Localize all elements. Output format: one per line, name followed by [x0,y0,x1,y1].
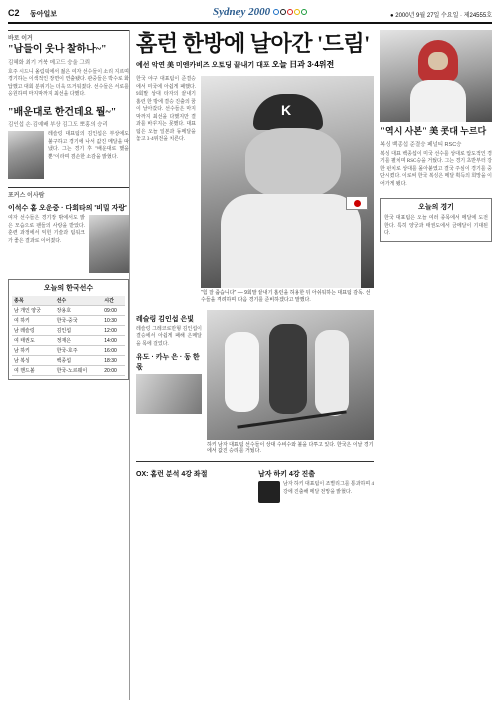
photo-1-caption: "힘 잘 줍습니다" — 9회말 끝내기 홈런을 허용한 뒤 아쉬워하는 대표팀 감독. 선수들을 격려하며 다음 경기를 준비하겠다고 말했다. [201,290,371,303]
note-box [380,198,492,242]
table-header: 시간 [102,296,125,306]
kicker-2: 포커스 이사람 [8,187,129,199]
table-cell: 여 태권도 [12,336,55,346]
right-story-body: 복싱 대표 백종섭이 미국 선수를 상대로 압도적인 경기를 펼치며 RSC승을 거뒀다. 그는 경기 초반부터 강한 펀치로 상대를 몰아붙였고 결국 주심이 경기를 중단시켰다. 이로써 한국 복싱은 메달 획득의 희망을 이어가게 됐다. [380,151,492,187]
story-1-body: 호주 시드니 올림픽에서 젊은 여자 선수들이 소리 지르며 경기하는 이색적인 장면이 연출됐다. 관중들은 박수로 화답했고 대회 분위기는 더욱 뜨거워졌다. 선수들은 서로를 응원하며 마지막까지 최선을 다했다. [8,69,129,97]
table-cell: 여 핸드볼 [12,366,55,376]
table-cell: 18:30 [102,356,125,366]
right-story-headline: "역시 사본" 美 콧대 누르다 [380,126,487,136]
table-row [12,326,125,336]
table-cell: 김인섭 [55,326,103,336]
table-header: 종목 [12,296,55,306]
schedule-box [8,279,129,380]
table-row [12,336,125,346]
table-cell: 남 레슬링 [12,326,55,336]
note-title: 오늘의 경기 [418,204,454,212]
table-row [12,306,125,316]
table-cell: 14:00 [102,336,125,346]
wrestler-portrait-photo [8,131,44,179]
news-1-body: 레슬링 그레코로만형 김인섭이 결승에서 아쉽게 패해 은메달을 목에 걸었다. [136,326,202,347]
kicker-1: 바로 이거 [8,30,129,42]
boxer-photo [380,30,492,122]
news-2-headline: 유도 · 카누 은 · 동 한몫 [136,354,200,372]
main-column [136,30,374,700]
subhead-highlight: 오늘 日과 3·4위전 [271,60,335,70]
story-1-headline: "남들이 웃나 찰하나~" [8,44,107,55]
story-3-body: 여자 선수들은 경기장 밖에서도 밝은 모습으로 팬들의 사랑을 받았다. 훈련 과정에서 익힌 기술과 팀워크가 좋은 결과로 이어졌다. [8,216,85,244]
table-row [12,316,125,326]
story-3-headline: 이석수 홈 오운중 · 다회타의 '비밀 자랑' [8,205,127,212]
athlete-photo [89,215,129,273]
main-story-body: 한국 야구 대표팀이 준결승에서 미국에 아쉽게 패했다. 9회말 상대 타자의 끝내기 홈런 한 방에 결승 진출의 꿈이 날아갔다. 선수들은 마지막까지 최선을 다했지만 결과를 바꾸지는 못했다. 대표팀은 오늘 일본과 동메달을 놓고 3·4위전을 치른다. [136,77,196,143]
table-cell: 12:00 [102,326,125,336]
sydney-logo [213,6,307,18]
table-cell: 남 복싱 [12,356,55,366]
table-cell: 남 하키 [12,346,55,356]
table-cell: 한국-노르웨이 [55,366,103,376]
story-2-body: 레슬링 대표팀의 김인섭은 부상에도 불구하고 경기에 나서 값진 메달을 따냈다. 그는 경기 후 "배운대로 했을 뿐"이라며 겸손한 소감을 밝혔다. [48,132,129,160]
table-row [12,356,125,366]
right-story-byline: 복싱 백종섭 준결승 페널티 RSC승 [380,141,462,148]
table-cell: 정재은 [55,336,103,346]
table-cell: 장용호 [55,306,103,316]
table-cell: 20:00 [102,366,125,376]
olympic-rings-icon [273,9,307,15]
story-1-byline: 김혜화 최기 거북 메고드 숭울 그뢰 [8,59,91,66]
table-cell: 백종섭 [55,356,103,366]
table-cell: 남 개인 양궁 [12,306,55,316]
hockey-pictogram-icon [258,481,280,503]
manager-photo: K [201,76,374,288]
news-1-headline: 레슬링 김인섭 은빛 [136,315,194,323]
right-column [380,30,492,700]
table-row [12,366,125,376]
main-headline: 홈런 한방에 날아간 '드림' [136,31,370,56]
table-row [12,346,125,356]
logo-text: Sydney 2000 [213,6,271,18]
page-number: C2 [8,8,20,18]
story-2-byline: 김인섭 손·김예배 부상 김그도 뽀홍의 승리 [8,122,108,128]
news-3-headline: OX: 홈런 분석 4강 좌절 [136,471,208,479]
schedule-table [12,296,125,376]
table-header: 선수 [55,296,103,306]
schedule-title: 오늘의 한국선수 [43,285,94,292]
news-4-body: 남자 하키 대표팀이 조별리그를 통과하며 4강에 진출해 메달 전망을 밝혔다. [283,482,374,495]
table-cell: 여 하키 [12,316,55,326]
subhead-lead: 예선 악연 美 미엔카비즈 오토딩 끝내기 대포 [136,62,270,70]
table-cell: 16:00 [102,346,125,356]
table-cell: 한국-호주 [55,346,103,356]
flag-icon [346,196,368,210]
canoe-photo [136,374,202,414]
newspaper-name: 동아일보 [30,11,58,18]
main-subhead [136,59,374,70]
left-column [8,30,130,700]
masthead [8,6,492,24]
table-cell: 09:00 [102,306,125,316]
table-cell: 한국-중국 [55,316,103,326]
story-2-headline: "배운대로 한건데요 뭘~" [8,106,117,118]
dateline: ● 2000년 9월 27일 수요일 · 제24555호 [389,13,492,19]
hockey-photo [207,310,374,440]
news-4-headline: 남자 하키 4강 진출 [258,471,316,479]
table-cell: 10:30 [102,316,125,326]
note-body: 한국 대표팀은 오늘 여러 종목에서 메달에 도전한다. 특히 양궁과 태권도에서 금메달이 기대된다. [384,216,488,237]
photo-2-caption: 하키 남자 대표팀 선수들이 상대 수비수와 볼을 다투고 있다. 한국은 이날 경기에서 값진 승리를 거뒀다. [207,441,374,455]
